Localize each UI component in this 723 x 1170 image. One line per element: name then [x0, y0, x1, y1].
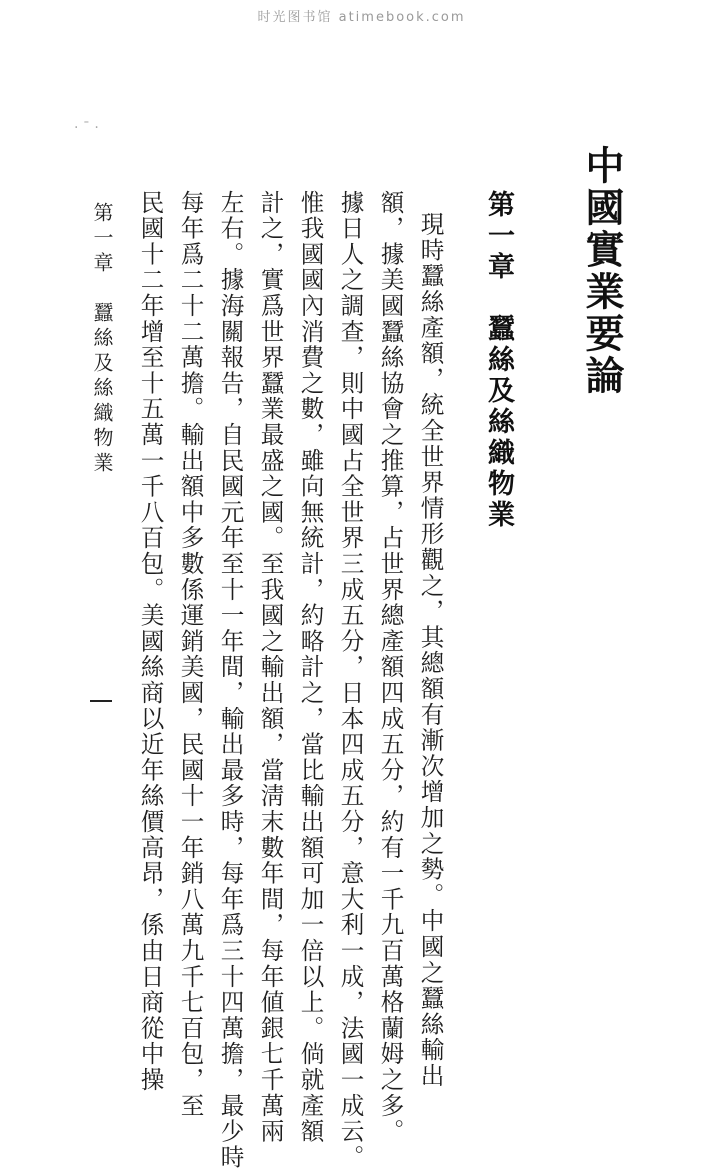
watermark: 时光图书馆 atimebook.com	[257, 10, 466, 25]
body-column-3: 據日人之調查，則中國占全世界三成五分，日本四成五分，意大利一成，法國一成云。	[336, 190, 365, 1170]
chapter-heading: 第一章 蠶絲及絲織物業	[483, 190, 514, 531]
page-number	[90, 700, 112, 702]
body-column-1: 現時蠶絲產額，統全世界情形觀之，其總額有漸次增加之勢。中國之蠶絲輸出	[416, 186, 445, 1089]
book-title: 中國實業要論	[579, 145, 625, 397]
body-column-6: 左右。據海關報告，自民國元年至十一年間，輸出最多時，每年爲三十四萬擔，最少時	[216, 190, 245, 1170]
body-column-8: 民國十二年增至十五萬一千八百包。美國絲商以近年絲價高昂，係由日商從中操	[136, 190, 165, 1093]
body-column-2: 額，據美國蠶絲協會之推算，占世界總產額四成五分，約有一千九百萬格蘭姆之多。	[376, 190, 405, 1145]
body-column-5: 計之，實爲世界蠶業最盛之國。至我國之輸出額，當淸末數年間，每年値銀七千萬兩	[256, 190, 285, 1145]
body-column-4: 惟我國國內消費之數，雖向無統計，約略計之，當比輸出額可加一倍以上。倘就產額	[296, 190, 325, 1145]
running-footer: 第一章 蠶絲及絲織物業	[90, 202, 114, 477]
body-column-7: 每年爲二十二萬擔。輸出額中多數係運銷美國，民國十一年銷八萬九千七百包，至	[176, 190, 205, 1119]
stray-ink-mark: · ˉ ·	[74, 120, 99, 136]
